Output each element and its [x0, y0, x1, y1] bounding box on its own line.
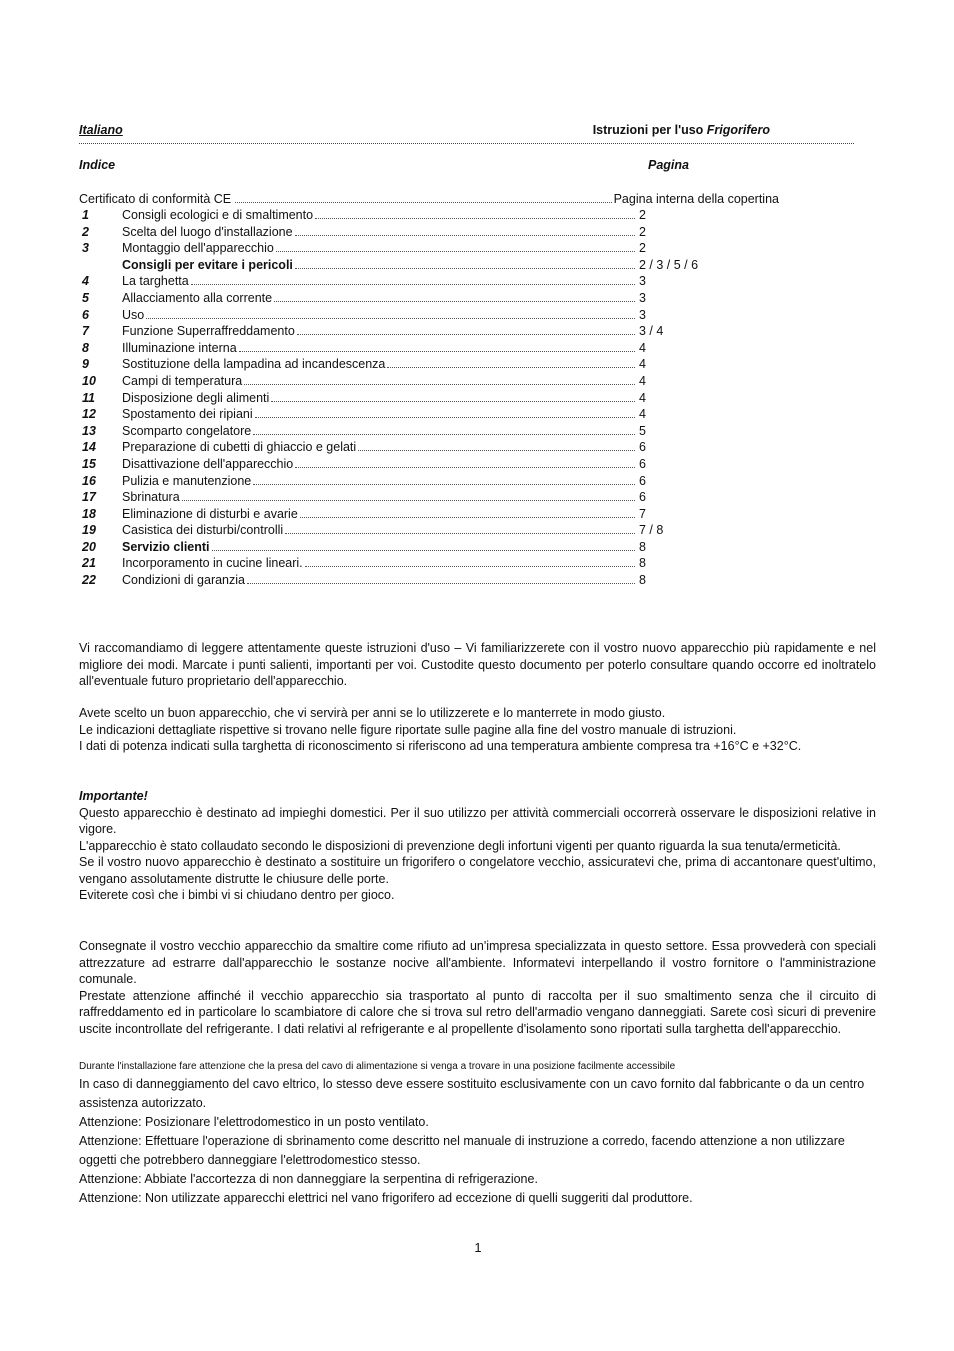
- chosen-section: [79, 705, 876, 755]
- importante-heading: Importante!: [79, 789, 148, 803]
- warnings-section: [79, 1075, 876, 1208]
- toc-page: 3: [639, 290, 646, 305]
- importante-paragraph: Eviterete così che i bimbi vi si chiudano dentro per gioco.: [79, 888, 395, 902]
- toc-number: 1: [82, 208, 89, 222]
- toc-row: [79, 391, 699, 408]
- toc-title: Sostituzione della lampadina ad incandescenza: [122, 357, 386, 372]
- toc-row: [79, 507, 699, 524]
- intro-paragraph: [79, 640, 876, 690]
- toc-row: [79, 274, 699, 291]
- toc-page: 2: [639, 241, 646, 256]
- toc-row: [79, 424, 699, 441]
- toc-leader-dots: [239, 350, 635, 352]
- installation-note: Durante l'installazione fare attenzione che la presa del cavo di alimentazione si venga a trovare in una posizione facilmente accessibile: [79, 1061, 676, 1072]
- warning-line: In caso di danneggiamento del cavo eltrico, lo stesso deve essere sostituito esclusivamente con un cavo fornito dal fabbricante o da un centro assistenza autorizzato.: [79, 1077, 865, 1110]
- toc-title: Uso: [122, 307, 145, 322]
- toc-row: [79, 208, 699, 225]
- warning-line: Attenzione: Abbiate l'accortezza di non danneggiare la serpentina di refrigerazione.: [79, 1172, 538, 1186]
- toc-title: Consigli per evitare i pericoli: [122, 257, 293, 272]
- toc-page: 8: [639, 573, 646, 588]
- page-header: [79, 123, 854, 144]
- toc-number: 13: [82, 423, 96, 438]
- toc-number: 18: [82, 506, 96, 521]
- index-heading: Indice: [79, 158, 116, 172]
- toc-page: 6: [639, 456, 646, 471]
- chosen-line: Le indicazioni dettagliate rispettive si trovano nelle figure riportate sulle pagine alla fine del vostro manuale di istruzioni.: [79, 722, 737, 737]
- toc-number: 2: [82, 224, 89, 239]
- toc-leader-dots: [247, 582, 635, 584]
- toc-number: 7: [82, 324, 89, 339]
- toc-leader-dots: [212, 549, 635, 551]
- toc-page: 2: [639, 208, 646, 222]
- toc-title: Condizioni di garanzia: [122, 573, 245, 588]
- toc-row: [79, 341, 699, 358]
- toc-number: 8: [82, 340, 89, 355]
- toc-title: Pulizia e manutenzione: [122, 473, 252, 488]
- toc-leader-dots: [182, 499, 635, 501]
- toc-leader-dots: [271, 400, 635, 402]
- toc-page: 2 / 3 / 5 / 6: [639, 257, 699, 272]
- toc-title: Eliminazione di disturbi e avarie: [122, 506, 298, 521]
- page-number: 1: [474, 1240, 482, 1255]
- toc-row: [79, 540, 699, 557]
- language-label: Italiano: [79, 123, 123, 137]
- toc-title: Spostamento dei ripiani: [122, 407, 253, 422]
- toc-row: [79, 457, 699, 474]
- warning-line: Attenzione: Non utilizzate apparecchi elettrici nel vano frigorifero ad eccezione di quelli suggeriti dal produttore.: [79, 1191, 693, 1205]
- toc-title: Allacciamento alla corrente: [122, 290, 273, 305]
- toc-leader-dots: [255, 416, 635, 418]
- warning-line: Attenzione: Effettuare l'operazione di sbrinamento come descritto nel manuale di instruzione a corredo, facendo attenzione a non utilizzare oggetti che potrebbero danneggiare l'elettrodomestico stesso.: [79, 1134, 845, 1167]
- toc-row: [79, 556, 699, 573]
- toc-row: [79, 440, 699, 457]
- toc-number: 10: [82, 373, 96, 388]
- toc-row: [79, 308, 699, 325]
- toc-title: Scelta del luogo d'installazione: [122, 224, 293, 239]
- toc-row: [79, 490, 699, 507]
- toc-leader-dots: [253, 433, 635, 435]
- toc-leader-dots: [295, 234, 635, 236]
- toc-page: 5: [639, 423, 646, 438]
- toc-certificate-page: Pagina interna della copertina: [613, 192, 779, 206]
- toc-page: 6: [639, 440, 646, 455]
- toc-row: [79, 573, 699, 590]
- toc-number: 5: [82, 290, 89, 305]
- toc-title: Disattivazione dell'apparecchio: [122, 456, 294, 471]
- toc-page: 2: [639, 224, 646, 239]
- toc-number: 22: [82, 573, 96, 588]
- table-of-contents: [79, 208, 699, 590]
- toc-leader-dots: [274, 300, 635, 302]
- toc-title: Preparazione di cubetti di ghiaccio e gelati: [122, 440, 357, 455]
- toc-title: La targhetta: [122, 274, 189, 289]
- toc-row: [79, 291, 699, 308]
- toc-row: [79, 474, 699, 491]
- toc-page: 6: [639, 490, 646, 505]
- toc-row: [79, 225, 699, 242]
- toc-leader-dots: [305, 565, 635, 567]
- toc-page: 3: [639, 307, 646, 322]
- disposal-paragraph: Prestate attenzione affinché il vecchio apparecchio sia trasportato al punto di raccolta per il suo smaltimento senza che il circuito di raffreddamento ed in particolare lo scambiatore di calore che si trova sul retro dell'armadio vengano danneggiati. Sarete così sicuri di prevenire uscite incontrollate del refrigerante. I dati relativi al refrigerante e al propellente d'isolamento sono riportati sulla targhetta dell'apparecchio.: [79, 988, 876, 1036]
- toc-page: 6: [639, 473, 646, 488]
- toc-leader-dots: [276, 250, 635, 252]
- toc-page: 8: [639, 556, 646, 571]
- toc-page: 4: [639, 373, 646, 388]
- importante-section: [79, 788, 876, 904]
- toc-title: Scomparto congelatore: [122, 423, 252, 438]
- toc-number: 6: [82, 307, 89, 322]
- page-column-heading: Pagina: [648, 158, 689, 172]
- toc-page: 4: [639, 357, 646, 372]
- toc-number: 17: [82, 490, 96, 505]
- toc-number: 16: [82, 473, 96, 488]
- importante-paragraph: Se il vostro nuovo apparecchio è destinato a sostituire un frigorifero o congelatore vecchio, assicuratevi che, prima di accantonare quest'ultimo, vengano assolutamente distrutte le chiusure delle porte.: [79, 855, 876, 886]
- toc-page: 7: [639, 506, 646, 521]
- toc-title: Montaggio dell'apparecchio: [122, 241, 274, 256]
- toc-row: [79, 407, 699, 424]
- toc-row: [79, 374, 699, 391]
- toc-page: 3 / 4: [639, 324, 664, 339]
- toc-leader-dots: [387, 366, 635, 368]
- chosen-line: I dati di potenza indicati sulla targhetta di riconoscimento si riferiscono ad una temperatura ambiente compresa tra +16°C e +32°C.: [79, 739, 802, 753]
- toc-title: Casistica dei disturbi/controlli: [122, 523, 284, 538]
- toc-leader-dots: [146, 317, 635, 319]
- toc-page: 3: [639, 274, 646, 289]
- toc-number: 3: [82, 241, 89, 256]
- manual-title-prefix: Istruzioni per l'uso: [592, 123, 704, 137]
- toc-row: [79, 324, 699, 341]
- toc-row: [79, 523, 699, 540]
- toc-title: Servizio clienti: [122, 539, 210, 554]
- toc-row: [79, 241, 699, 258]
- toc-leader-dots: [295, 267, 635, 269]
- toc-title: Disposizione degli alimenti: [122, 390, 270, 405]
- manual-title: [593, 123, 770, 137]
- toc-leader-dots: [315, 217, 635, 219]
- toc-title: Funzione Superraffreddamento: [122, 324, 295, 339]
- toc-leader-dots: [235, 201, 611, 203]
- intro-text: Vi raccomandiamo di leggere attentamente queste istruzioni d'uso – Vi familiarizzerete con il vostro nuovo apparecchio più rapidamente e nel migliore dei modi. Marcate i punti salienti, importanti per voi. Custodite questo documento per poterlo consultare quando occorre ed inoltratelo all'eventuale futuro proprietario dell'apparecchio.: [79, 641, 876, 688]
- toc-certificate-text: Certificato di conformità CE: [79, 192, 232, 206]
- toc-number: 11: [82, 390, 95, 405]
- toc-page: 8: [639, 539, 646, 554]
- toc-number: 14: [82, 440, 96, 455]
- toc-leader-dots: [295, 466, 635, 468]
- importante-paragraph: Questo apparecchio è destinato ad impieghi domestici. Per il suo utilizzo per attività commerciali occorrerà osservare le disposizioni relative in vigore.: [79, 805, 876, 836]
- toc-number: 4: [82, 274, 89, 289]
- disposal-paragraph: Consegnate il vostro vecchio apparecchio da smaltire come rifiuto ad un'impresa specializzata in questo settore. Essa provvederà con speciali attrezzature ad estrarre dall'apparecchio le sostanze nocive all'ambiente. Informatevi interpellando il vostro fornitore o l'amministrazione comunale.: [79, 939, 876, 986]
- toc-leader-dots: [285, 532, 635, 534]
- toc-title: Illuminazione interna: [122, 340, 237, 355]
- toc-number: 15: [82, 456, 96, 471]
- toc-row: [79, 357, 699, 374]
- toc-page: 4: [639, 407, 646, 422]
- toc-page: 4: [639, 340, 646, 355]
- toc-number: 20: [82, 539, 96, 554]
- chosen-line: Avete scelto un buon apparecchio, che vi servirà per anni se lo utilizzerete e lo manterrete in modo giusto.: [79, 706, 666, 720]
- toc-leader-dots: [244, 383, 635, 385]
- disposal-section: [79, 938, 876, 1037]
- toc-row: [79, 258, 699, 275]
- toc-number: 9: [82, 357, 89, 372]
- toc-leader-dots: [358, 449, 635, 451]
- importante-paragraph: L'apparecchio è stato collaudato secondo le disposizioni di prevenzione degli infortuni vigenti per quanto riguarda la sua tenuta/ermeticità.: [79, 838, 841, 853]
- toc-leader-dots: [191, 283, 635, 285]
- toc-page: 7 / 8: [639, 523, 664, 538]
- toc-page: 4: [639, 390, 646, 405]
- warning-line: Attenzione: Posizionare l'elettrodomestico in un posto ventilato.: [79, 1115, 429, 1129]
- toc-number: 12: [82, 407, 96, 422]
- toc-title: Campi di temperatura: [122, 373, 243, 388]
- manual-title-product: Frigorifero: [706, 123, 770, 137]
- toc-title: Sbrinatura: [122, 490, 180, 505]
- toc-leader-dots: [297, 333, 635, 335]
- toc-leader-dots: [300, 516, 635, 518]
- toc-number: 19: [82, 523, 96, 538]
- toc-leader-dots: [253, 483, 635, 485]
- toc-certificate-row: [79, 192, 779, 208]
- toc-title: Consigli ecologici e di smaltimento: [122, 208, 314, 222]
- toc-number: 21: [82, 556, 96, 571]
- toc-title: Incorporamento in cucine lineari.: [122, 556, 303, 571]
